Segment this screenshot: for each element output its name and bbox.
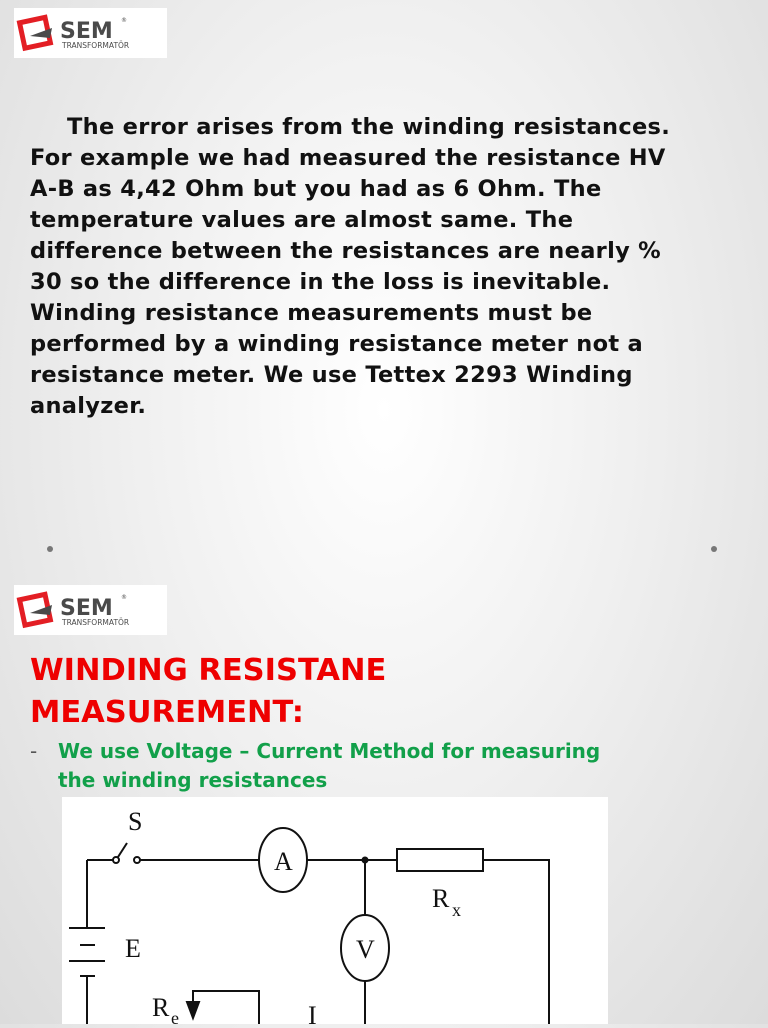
bullet-line: We use Voltage – Current Method for measuring xyxy=(58,739,601,763)
paragraph-line: For example we had measured the resistance HV xyxy=(30,145,666,171)
switch-icon xyxy=(113,843,140,863)
paragraph-line: analyzer. xyxy=(30,393,147,419)
paragraph-line: temperature values are almost same. The xyxy=(30,207,574,233)
label-e: E xyxy=(125,934,141,963)
heading-line: WINDING RESISTANE xyxy=(30,653,387,688)
circuit-diagram xyxy=(62,797,608,1024)
heading-line: MEASUREMENT: xyxy=(30,695,304,730)
label-a: A xyxy=(274,847,293,876)
battery-icon xyxy=(69,928,105,976)
paragraph-line: resistance meter. We use Tettex 2293 Winding xyxy=(30,362,633,388)
resistor-rx-icon xyxy=(397,849,483,871)
rheostat-wire xyxy=(193,991,259,1024)
explanation-paragraph xyxy=(30,112,670,422)
company-logo xyxy=(14,585,167,635)
label-s: S xyxy=(128,807,143,836)
slide-separator-dot xyxy=(47,546,53,552)
slide-heading xyxy=(30,650,386,734)
svg-text:®: ® xyxy=(121,594,127,601)
paragraph-line: A-B as 4,42 Ohm but you had as 6 Ohm. The xyxy=(30,176,602,202)
slide-separator-dot xyxy=(711,546,717,552)
label-i: I xyxy=(308,1001,317,1024)
label-re: R xyxy=(152,993,170,1022)
label-re-sub: e xyxy=(171,1008,179,1024)
logo-subtitle: TRANSFORMATÖR xyxy=(62,618,130,627)
paragraph-line: Winding resistance measurements must be xyxy=(30,300,593,326)
logo-brand: SEM xyxy=(60,19,113,44)
label-rx-sub: x xyxy=(452,900,461,920)
paragraph-line: The error arises from the winding resistances. xyxy=(67,114,671,140)
label-v: V xyxy=(356,935,375,964)
bullet-dash: - xyxy=(30,739,38,763)
paragraph-line: 30 so the difference in the loss is inevitable. xyxy=(30,269,611,295)
paragraph-line: difference between the resistances are nearly % xyxy=(30,238,662,264)
bullet-line: the winding resistances xyxy=(58,768,328,792)
logo-subtitle: TRANSFORMATÖR xyxy=(62,41,130,50)
paragraph-line: performed by a winding resistance meter not a xyxy=(30,331,644,357)
logo-brand: SEM xyxy=(60,596,113,621)
label-rx: R xyxy=(432,884,450,913)
svg-text:®: ® xyxy=(121,17,127,24)
company-logo xyxy=(14,8,167,58)
rheostat-arrow-icon xyxy=(187,1002,199,1018)
